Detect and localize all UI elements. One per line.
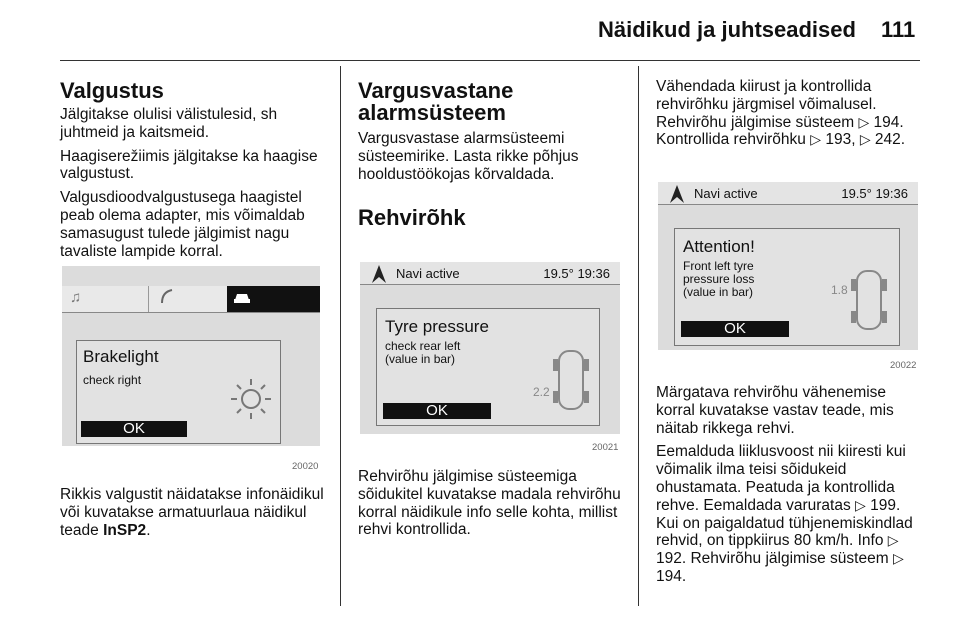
col1-bottom <box>60 486 328 545</box>
page-number: 111 <box>881 17 916 42</box>
figure-number: 20022 <box>890 360 917 371</box>
arrow-ref-icon: ▷ <box>810 131 822 148</box>
arrow-ref-icon: ▷ <box>855 496 866 513</box>
inspection-code: InSP2 <box>103 521 147 539</box>
status-bar <box>658 182 918 205</box>
ok-button: OK <box>81 421 187 437</box>
heading-rehvirohk: Rehvirõhk <box>358 205 466 231</box>
heading-alarmsusteem: Vargusvastane alarmsüsteem <box>358 78 514 125</box>
ok-button: OK <box>383 403 491 419</box>
heading-valgustus: Valgustus <box>60 78 164 103</box>
display-screen <box>62 266 320 446</box>
column-1 <box>60 66 328 266</box>
header-rule <box>60 60 920 61</box>
car-top-view-icon <box>553 349 589 411</box>
column-3 <box>656 78 924 155</box>
column-divider-2 <box>638 66 639 606</box>
message-title: Tyre pressure <box>385 317 489 336</box>
navigation-arrow-icon <box>372 265 386 283</box>
column-divider-1 <box>340 66 341 606</box>
page-section-title: Näidikud ja juhtseadised <box>598 17 856 42</box>
col3-para1: Vähendada kiirust ja kontrollida rehvirõhku järgmisel võimalusel. Rehvirõhu jälgimise süsteem ▷ 194. Kontrollida rehvirõhku ▷ 193, ▷ 242. <box>656 78 906 149</box>
car-icon <box>233 291 251 305</box>
message-box <box>376 308 600 426</box>
status-bar <box>360 262 620 285</box>
arrow-ref-icon: ▷ <box>892 550 904 567</box>
col1-para2: Haagiserežiimis jälgitakse ka haagise valgustust. <box>60 147 318 183</box>
status-right: 19.5° 19:36 <box>841 186 908 201</box>
bulb-icon <box>229 377 273 421</box>
car-tab <box>227 286 320 312</box>
col1-para1: Jälgitakse olulisi välistulesid, sh juhtmeid ja kaitsmeid. <box>60 106 278 141</box>
tab-bar <box>62 286 320 313</box>
arrow-ref-icon: ▷ <box>858 113 870 130</box>
figure-tyre-pressure <box>360 256 622 456</box>
car-top-view-icon <box>851 269 887 331</box>
status-left: Navi active <box>694 186 758 201</box>
music-note-icon: ♫ <box>70 289 82 306</box>
arrow-ref-icon: ▷ <box>887 532 899 549</box>
figure-attention <box>658 176 920 376</box>
message-box <box>76 340 281 444</box>
col2-bottom <box>358 468 626 545</box>
col3-para2: Märgatava rehvirõhu vähenemise korral kuvatakse vastav teade, mis näitab rikkega rehvi. <box>656 384 894 437</box>
col2-para2: Rehvirõhu jälgimise süsteemiga sõidukitel kuvatakse madala rehvirõhu korral näidikule info selle kohta, millist rehvi kontrollida. <box>358 468 621 539</box>
col3-para3: Eemalduda liiklusvoost nii kiiresti kui võimalik ilma teisi sõidukeid ohustamata. Peatuda ja kontrollida rehve. Eemaldada varuratas ▷ 199. Kui on paigaldatud tühjenemiskindlad rehvid, on tippkiirus 80 km/h. Info ▷ 192. Rehvirõhu jälgimise süsteem ▷ 194. <box>656 443 913 585</box>
message-box <box>674 228 900 346</box>
col3-bottom <box>656 384 926 592</box>
message-title: Attention! <box>683 237 755 256</box>
message-body: check rear left (value in bar) <box>385 339 461 366</box>
display-screen <box>658 182 918 350</box>
arrow-ref-icon: ▷ <box>859 131 871 148</box>
ok-button: OK <box>681 321 789 337</box>
status-left: Navi active <box>396 266 460 281</box>
column-2 <box>358 66 626 229</box>
status-right: 19.5° 19:36 <box>543 266 610 281</box>
navigation-arrow-icon <box>670 185 684 203</box>
message-body: Front left tyre pressure loss (value in bar) <box>683 259 755 299</box>
figure-number: 20021 <box>592 442 619 453</box>
message-title: Brakelight <box>83 347 159 366</box>
col1-para4: Rikkis valgustit näidatakse infonäidikul või kuvatakse armatuurlaua näidikul teade InSP2. <box>60 486 324 539</box>
page-header <box>0 0 960 54</box>
figure-brakelight <box>62 256 322 476</box>
pressure-value: 2.2 <box>533 385 550 399</box>
pressure-value: 1.8 <box>831 283 848 297</box>
display-screen <box>360 262 620 434</box>
col1-para3: Valgusdioodvalgustusega haagistel peab olema adapter, mis võimaldab samasugust tulede jälgimist nagu tavaliste lampide korral. <box>60 189 305 260</box>
col2-para1: Vargusvastase alarmsüsteemi süsteemirike. Lasta rikke põhjus hooldustöökojas kõrvaldada. <box>358 130 579 183</box>
message-body: check right <box>83 373 142 387</box>
phone-icon <box>160 288 174 309</box>
figure-number: 20020 <box>292 461 319 472</box>
